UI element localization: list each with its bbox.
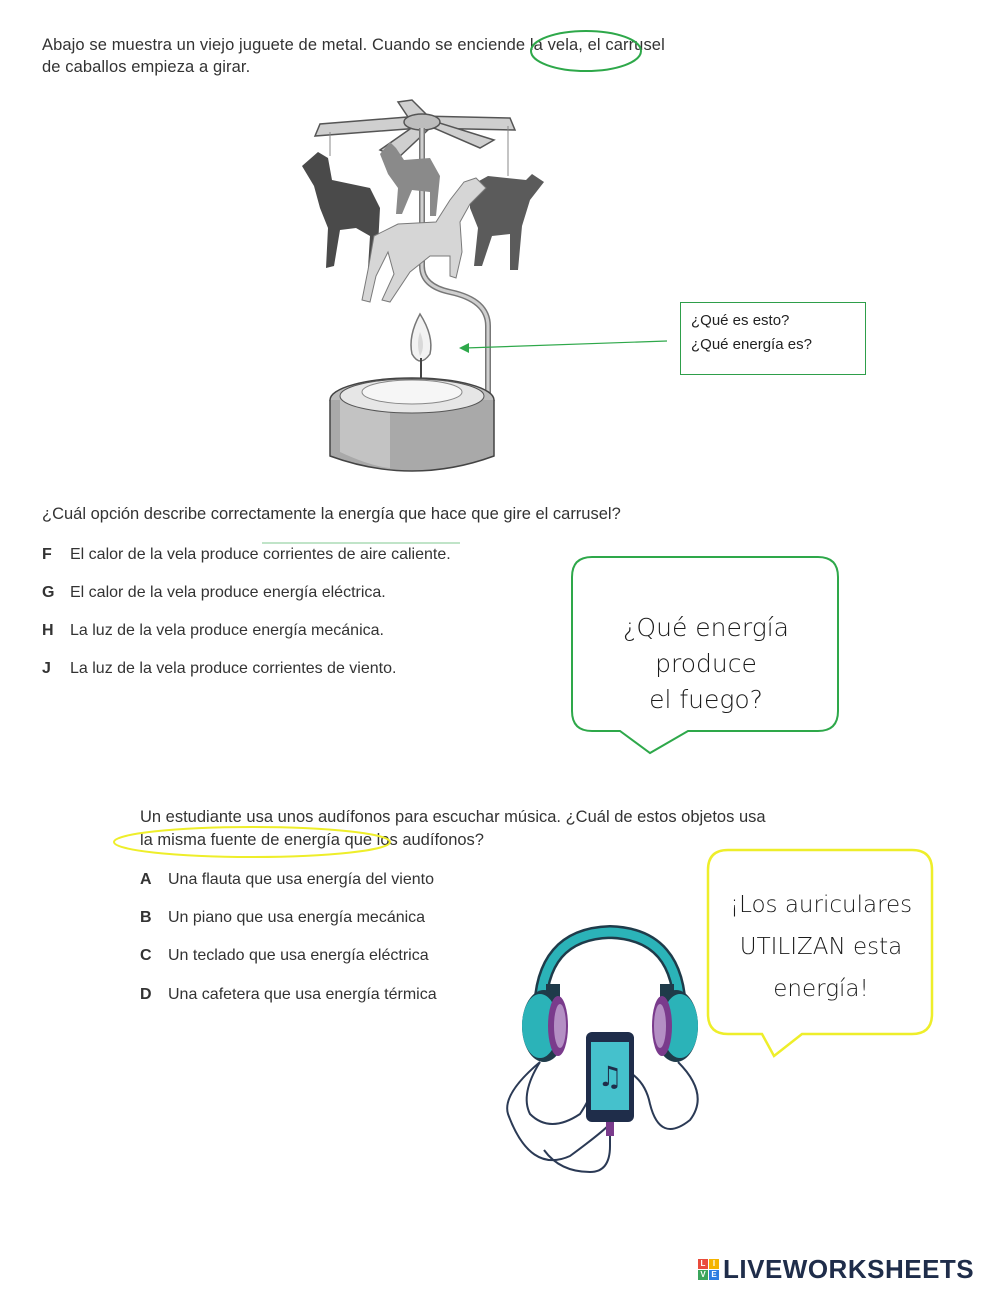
option-letter: A	[140, 871, 152, 888]
option-c[interactable]	[140, 947, 429, 965]
question-1-text: ¿Cuál opción describe correctamente la energía que hace que gire el carrusel?	[42, 505, 621, 523]
option-text: Una cafetera que usa energía térmica	[168, 986, 437, 1003]
option-letter: D	[140, 986, 152, 1003]
brand-logo-icon: L I V E	[698, 1259, 719, 1280]
callout-line-2: ¿Qué energía es?	[691, 336, 812, 353]
intro-line-1: Abajo se muestra un viejo juguete de metal. Cuando se enciende la vela, el carrusel	[42, 36, 665, 54]
option-b[interactable]	[140, 909, 425, 927]
question-2-line-2: la misma fuente de energía que los audífonos?	[140, 831, 484, 849]
option-text: Una flauta que usa energía del viento	[168, 871, 434, 888]
carousel-toy-illustration	[280, 96, 550, 486]
option-letter: C	[140, 947, 152, 964]
callout-box	[680, 302, 866, 375]
callout-line-1: ¿Qué es esto?	[691, 312, 790, 329]
option-text: El calor de la vela produce energía eléctrica.	[70, 584, 386, 601]
highlight-ellipse-yellow	[108, 824, 398, 862]
arrow-to-flame	[455, 338, 670, 358]
option-j[interactable]	[42, 660, 396, 678]
question-2-line-1: Un estudiante usa unos audífonos para escuchar música. ¿Cuál de estos objetos usa	[140, 808, 766, 826]
option-letter: J	[42, 660, 51, 677]
option-letter: F	[42, 546, 52, 563]
intro-line-2: de caballos empieza a girar.	[42, 58, 251, 76]
option-text: La luz de la vela produce energía mecánica.	[70, 622, 384, 639]
option-text: Un teclado que usa energía eléctrica	[168, 947, 429, 964]
option-f[interactable]	[42, 546, 451, 564]
bubble-yellow-line-1: ¡Los auriculares	[729, 892, 913, 918]
svg-text:♫: ♫	[597, 1060, 623, 1093]
option-letter: B	[140, 909, 152, 926]
option-d[interactable]	[140, 986, 437, 1004]
headphones-phone-illustration	[500, 924, 720, 1176]
option-text: La luz de la vela produce corrientes de viento.	[70, 660, 397, 677]
bubble-yellow-text	[712, 884, 930, 1010]
option-letter: G	[42, 584, 55, 601]
highlight-ellipse-green	[528, 28, 646, 76]
bubble-green-line-2: el fuego?	[649, 685, 763, 714]
option-a[interactable]	[140, 871, 434, 889]
option-text: El calor de la vela produce corrientes de aire caliente.	[70, 546, 451, 563]
option-text: Un piano que usa energía mecánica	[168, 909, 426, 926]
brand-name: LIVEWORKSHEETS	[723, 1254, 975, 1284]
option-h[interactable]	[42, 622, 384, 640]
bubble-green-line-1: ¿Qué energía produce	[623, 613, 789, 678]
brand-logo[interactable]	[698, 1254, 974, 1285]
option-letter: H	[42, 622, 54, 639]
bubble-yellow-line-2: UTILIZAN esta	[739, 934, 903, 960]
option-g[interactable]	[42, 584, 386, 602]
bubble-yellow-line-3: energía!	[773, 976, 869, 1002]
bubble-green-text	[580, 610, 832, 718]
intro-paragraph	[42, 34, 812, 78]
